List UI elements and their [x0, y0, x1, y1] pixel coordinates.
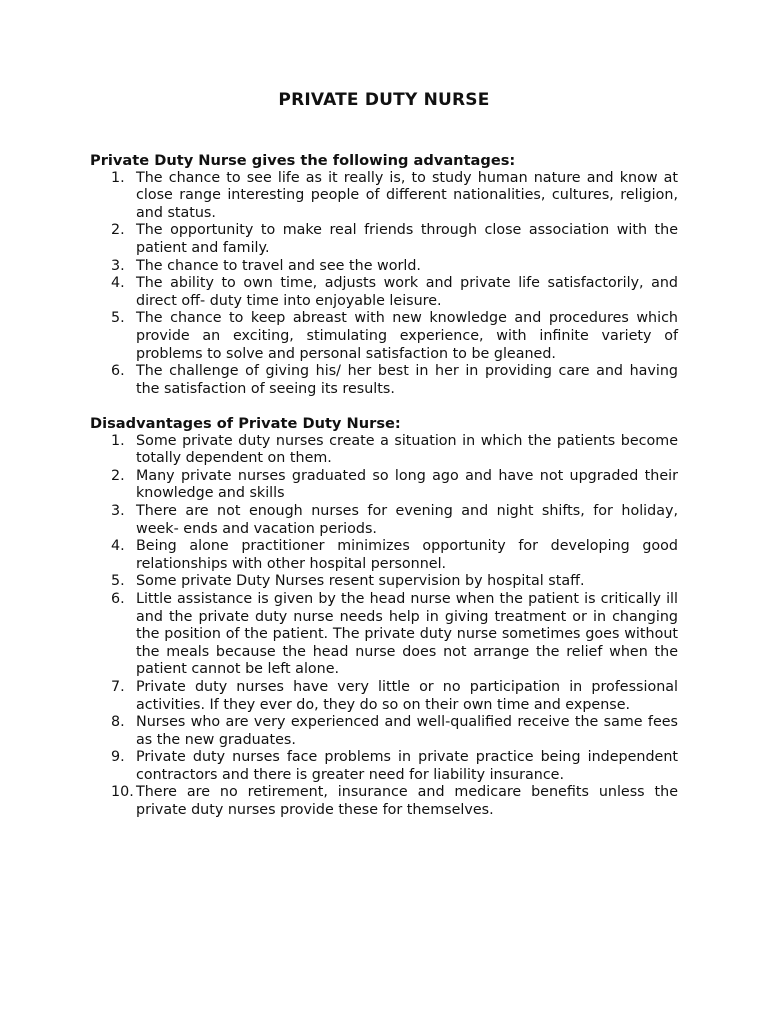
list-item — [90, 468, 678, 503]
item-text: The challenge of giving his/ her best in her in providing care and having the satisfaction of seeing its results. — [136, 363, 678, 397]
item-number: 6. — [111, 363, 125, 380]
item-text: Being alone practitioner minimizes opportunity for developing good relationships with other hospital personnel. — [136, 538, 678, 572]
list-item — [90, 784, 678, 819]
list-item — [90, 749, 678, 784]
list-item — [90, 714, 678, 749]
item-text: Private duty nurses have very little or no participation in professional activities. If they ever do, they do so on their own time and expense. — [136, 678, 678, 713]
item-text: Some private duty nurses create a situation in which the patients become totally dependent on them. — [136, 432, 678, 467]
item-number: 2. — [111, 222, 125, 239]
item-text: Private duty nurses face problems in private practice being independent contractors and there is greater need for liability insurance. — [136, 749, 678, 783]
list-item — [90, 363, 678, 398]
item-number: 9. — [111, 749, 125, 766]
item-number: 6. — [111, 590, 125, 607]
list-item — [90, 573, 678, 591]
item-number: 1. — [111, 169, 125, 186]
list-item — [90, 170, 678, 223]
item-text: Little assistance is given by the head nurse when the patient is critically ill and the private duty nurse needs help in giving treatment or in changing the position of the patient. The private duty nurse sometimes goes without the meals because the head nurse does not arrange the relief when the patient cannot be left alone. — [136, 590, 678, 678]
list-item — [90, 591, 678, 679]
item-text: The ability to own time, adjusts work and private life satisfactorily, and direct off- duty time into enjoyable leisure. — [136, 275, 678, 309]
item-number: 3. — [111, 257, 125, 274]
item-number: 4. — [111, 275, 125, 292]
item-number: 8. — [111, 714, 125, 731]
list-item — [90, 538, 678, 573]
disadvantages-heading: Disadvantages of Private Duty Nurse: — [90, 415, 401, 432]
item-number: 7. — [111, 678, 125, 695]
item-number: 5. — [111, 310, 125, 327]
disadvantages-section — [90, 415, 678, 820]
list-item — [90, 275, 678, 310]
list-item — [90, 310, 678, 363]
list-item — [90, 258, 678, 276]
item-number: 3. — [111, 502, 125, 519]
disadvantages-list — [90, 433, 678, 820]
item-number: 5. — [111, 573, 125, 590]
advantages-list — [90, 170, 678, 399]
list-item — [90, 222, 678, 257]
item-text: Many private nurses graduated so long ago and have not upgraded their knowledge and skills — [136, 467, 678, 502]
item-text: The chance to keep abreast with new knowledge and procedures which provide an exciting, stimulating experience, with infinite variety of problems to solve and personal satisfaction to be gleaned. — [136, 310, 678, 362]
item-text: There are not enough nurses for evening and night shifts, for holiday, week- ends and vacation periods. — [136, 502, 678, 537]
list-item — [90, 679, 678, 714]
advantages-heading: Private Duty Nurse gives the following advantages: — [90, 152, 516, 169]
item-number: 4. — [111, 538, 125, 555]
item-text: Some private Duty Nurses resent supervision by hospital staff. — [136, 573, 585, 590]
item-text: Nurses who are very experienced and well-qualified receive the same fees as the new graduates. — [136, 714, 678, 748]
list-item — [90, 503, 678, 538]
item-text: There are no retirement, insurance and medicare benefits unless the private duty nurses provide these for themselves. — [136, 784, 678, 819]
item-text: The chance to see life as it really is, to study human nature and know at close range interesting people of different nationalities, cultures, religion, and status. — [136, 169, 678, 221]
list-item — [90, 433, 678, 468]
document-title: PRIVATE DUTY NURSE — [278, 90, 490, 110]
item-number: 2. — [111, 467, 125, 484]
advantages-section — [90, 152, 678, 398]
item-text: The opportunity to make real friends through close association with the patient and family. — [136, 222, 678, 256]
item-text: The chance to travel and see the world. — [136, 257, 421, 274]
item-number: 1. — [111, 432, 125, 449]
item-number: 10. — [111, 784, 134, 801]
